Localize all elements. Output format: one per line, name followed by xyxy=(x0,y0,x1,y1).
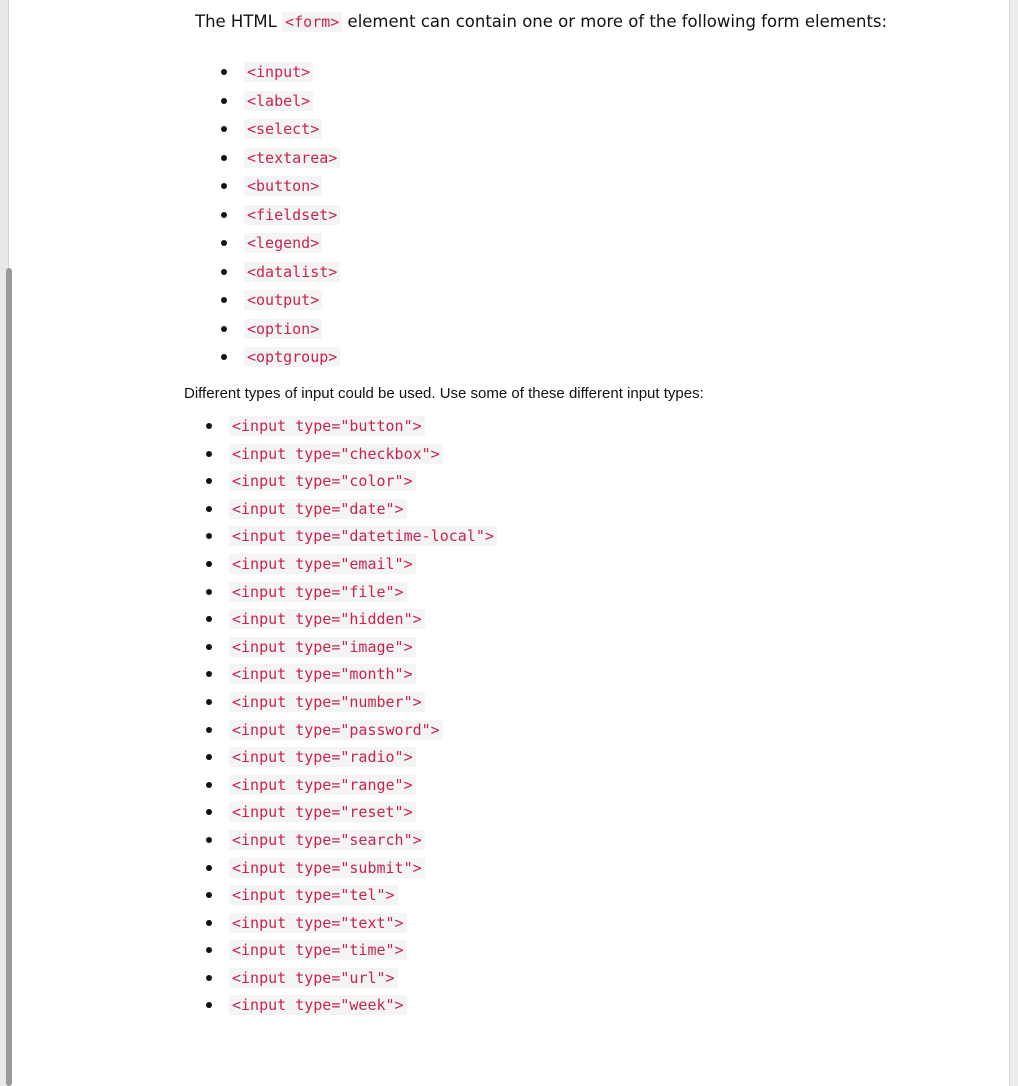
bullet-icon xyxy=(206,865,212,871)
input-types-intro: Different types of input could be used. Use some of these different input types: xyxy=(184,385,704,402)
list-item-code: <input> xyxy=(244,62,313,82)
list-item xyxy=(229,771,497,799)
bullet-icon xyxy=(206,727,212,733)
list-item xyxy=(229,854,497,882)
bullet-icon xyxy=(221,126,227,132)
bullet-icon xyxy=(206,947,212,953)
list-item xyxy=(229,412,497,440)
list-item xyxy=(229,467,497,495)
list-item-code: <input type="number"> xyxy=(229,692,425,712)
list-item-code: <input type="color"> xyxy=(229,471,416,491)
bullet-icon xyxy=(221,354,227,360)
list-item-code: <input type="url"> xyxy=(229,968,398,988)
list-item-code: <datalist> xyxy=(244,262,340,282)
list-item xyxy=(244,258,340,287)
bullet-icon xyxy=(221,98,227,104)
list-item xyxy=(229,440,497,468)
bullet-icon xyxy=(206,533,212,539)
bullet-icon xyxy=(221,69,227,75)
list-item-code: <input type="password"> xyxy=(229,720,443,740)
list-item-code: <input type="image"> xyxy=(229,637,416,657)
bullet-icon xyxy=(206,809,212,815)
bullet-icon xyxy=(206,423,212,429)
list-item-code: <output> xyxy=(244,290,322,310)
form-tag-code: <form> xyxy=(282,12,342,32)
bullet-icon xyxy=(206,644,212,650)
bullet-icon xyxy=(221,240,227,246)
form-elements-list xyxy=(244,58,340,372)
bullet-icon xyxy=(206,1002,212,1008)
bullet-icon xyxy=(206,589,212,595)
list-item xyxy=(229,909,497,937)
bullet-icon xyxy=(206,616,212,622)
list-item-code: <input type="search"> xyxy=(229,830,425,850)
bullet-icon xyxy=(206,920,212,926)
list-item xyxy=(229,826,497,854)
bullet-icon xyxy=(221,155,227,161)
list-item-code: <input type="email"> xyxy=(229,554,416,574)
list-item xyxy=(229,605,497,633)
intro-text-after: element can contain one or more of the following form elements: xyxy=(347,12,888,31)
list-item-code: <fieldset> xyxy=(244,205,340,225)
list-item-code: <input type="month"> xyxy=(229,664,416,684)
right-page-edge xyxy=(1010,0,1018,1086)
list-item xyxy=(244,229,340,258)
input-types-list xyxy=(229,412,497,1019)
list-item-code: <input type="datetime-local"> xyxy=(229,526,497,546)
list-item-code: <input type="radio"> xyxy=(229,747,416,767)
list-item-code: <optgroup> xyxy=(244,347,340,367)
list-item-code: <legend> xyxy=(244,233,322,253)
bullet-icon xyxy=(221,183,227,189)
list-item xyxy=(244,58,340,87)
list-item-code: <input type="week"> xyxy=(229,995,407,1015)
intro-text-before: The HTML xyxy=(195,12,277,31)
list-item-code: <textarea> xyxy=(244,148,340,168)
list-item xyxy=(244,315,340,344)
bullet-icon xyxy=(221,297,227,303)
list-item xyxy=(229,991,497,1019)
list-item-code: <input type="tel"> xyxy=(229,885,398,905)
list-item xyxy=(229,633,497,661)
list-item xyxy=(229,936,497,964)
bullet-icon xyxy=(206,671,212,677)
list-item-code: <input type="checkbox"> xyxy=(229,444,443,464)
list-item-code: <input type="range"> xyxy=(229,775,416,795)
list-item xyxy=(244,115,340,144)
bullet-icon xyxy=(221,269,227,275)
bullet-icon xyxy=(206,837,212,843)
list-item-code: <input type="reset"> xyxy=(229,802,416,822)
bullet-icon xyxy=(206,561,212,567)
list-item xyxy=(244,286,340,315)
list-item-code: <input type="submit"> xyxy=(229,858,425,878)
list-item xyxy=(229,716,497,744)
list-item xyxy=(244,343,340,372)
list-item-code: <option> xyxy=(244,319,322,339)
list-item-code: <input type="time"> xyxy=(229,940,407,960)
list-item xyxy=(229,578,497,606)
list-item-code: <input type="date"> xyxy=(229,499,407,519)
list-item-code: <input type="button"> xyxy=(229,416,425,436)
list-item xyxy=(229,660,497,688)
list-item-code: <label> xyxy=(244,91,313,111)
bullet-icon xyxy=(206,506,212,512)
list-item-code: <input type="file"> xyxy=(229,582,407,602)
list-item xyxy=(229,964,497,992)
list-item xyxy=(244,87,340,116)
form-elements-intro xyxy=(195,9,887,35)
list-item xyxy=(229,881,497,909)
list-item xyxy=(229,798,497,826)
list-item xyxy=(229,743,497,771)
list-item xyxy=(244,201,340,230)
bullet-icon xyxy=(206,699,212,705)
bullet-icon xyxy=(221,326,227,332)
list-item-code: <input type="text"> xyxy=(229,913,407,933)
bullet-icon xyxy=(206,892,212,898)
bullet-icon xyxy=(221,212,227,218)
bullet-icon xyxy=(206,754,212,760)
list-item xyxy=(244,144,340,173)
bullet-icon xyxy=(206,451,212,457)
list-item xyxy=(229,522,497,550)
list-item-code: <select> xyxy=(244,119,322,139)
list-item xyxy=(229,550,497,578)
list-item xyxy=(229,688,497,716)
list-item-code: <input type="hidden"> xyxy=(229,609,425,629)
list-item xyxy=(244,172,340,201)
list-item-code: <button> xyxy=(244,176,322,196)
vertical-scrollbar-thumb[interactable] xyxy=(6,268,12,1086)
bullet-icon xyxy=(206,478,212,484)
list-item xyxy=(229,495,497,523)
bullet-icon xyxy=(206,782,212,788)
bullet-icon xyxy=(206,975,212,981)
